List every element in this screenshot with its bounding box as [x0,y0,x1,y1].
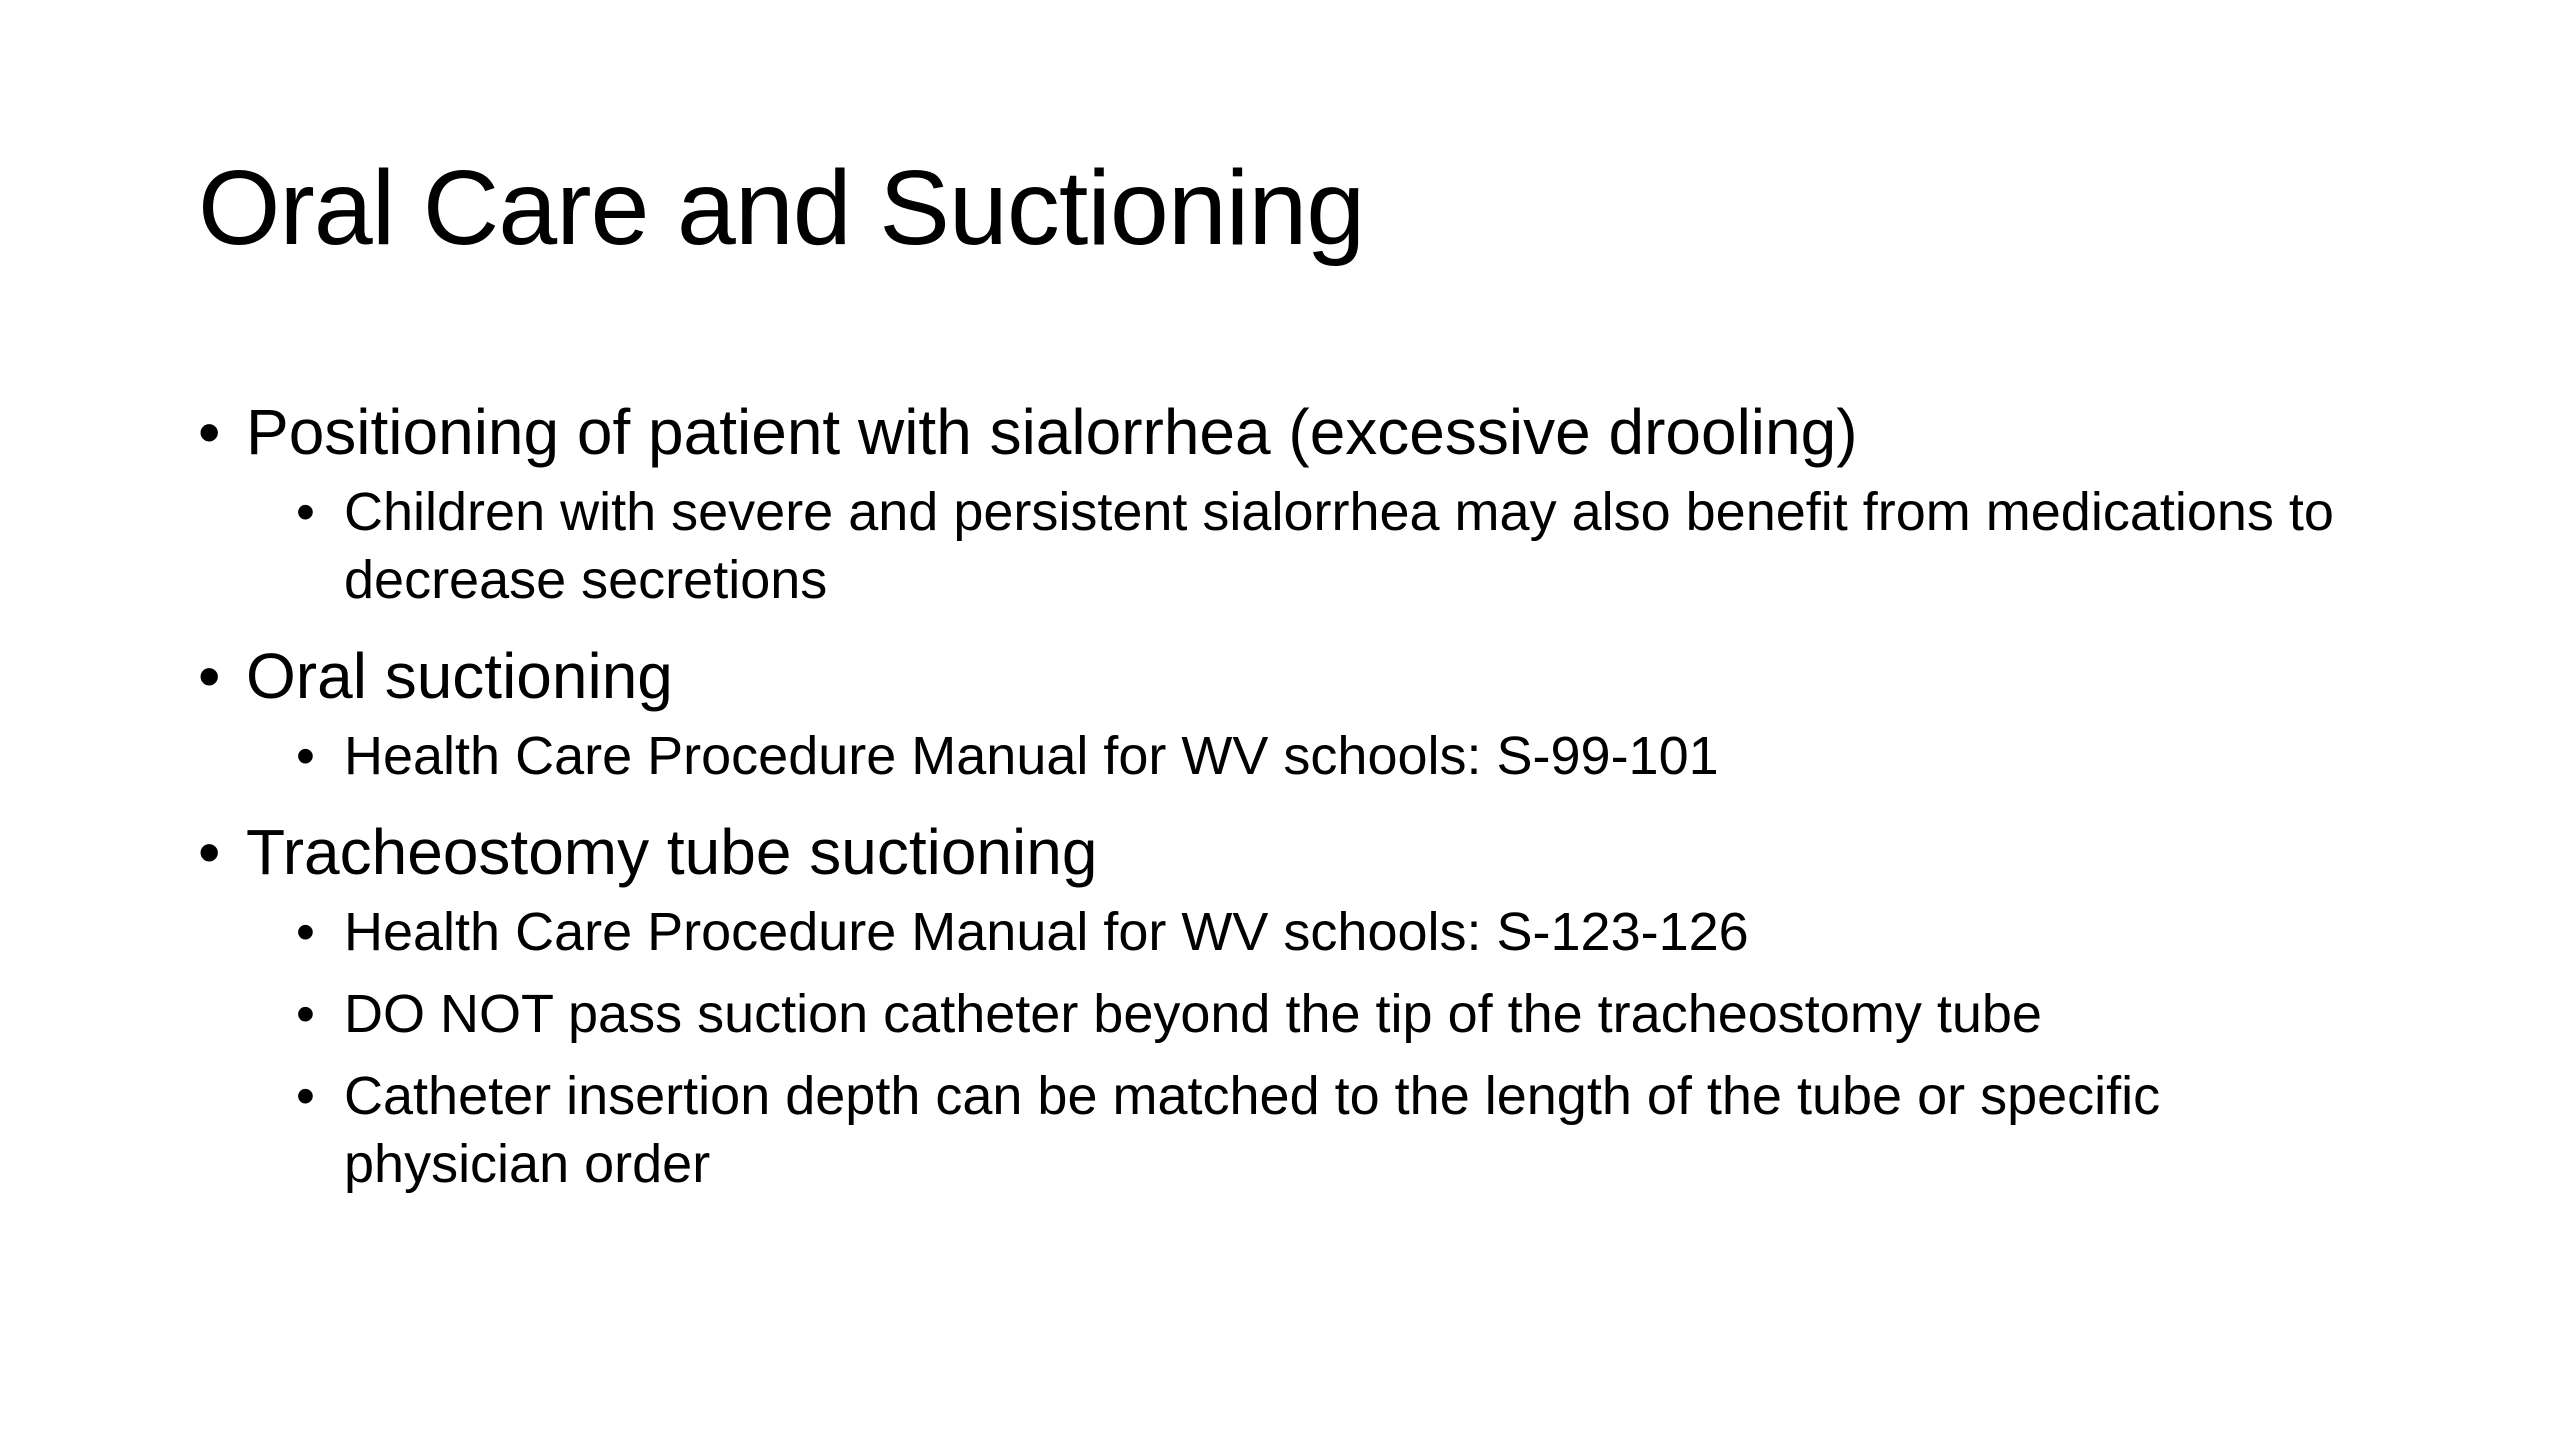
bullet-dot: • [296,1066,315,1126]
bullet-positioning [198,392,2398,614]
bullet-dot: • [296,902,315,962]
sub-bullet-text: Children with severe and persistent sialorrhea may also benefit from medications to decrease secretions [344,482,2334,610]
bullet-oral-suctioning [198,636,2398,790]
sub-bullet-item [246,898,2398,966]
bullet-dot: • [198,396,221,468]
bullet-dot: • [296,984,315,1044]
sub-bullet-item [246,722,2398,790]
bullet-heading: Positioning of patient with sialorrhea (excessive drooling) [246,396,1858,468]
sub-bullet-text: Catheter insertion depth can be matched to the length of the tube or specific physician order [344,1066,2161,1194]
sub-bullet-text: Health Care Procedure Manual for WV schools: S-99-101 [344,726,1719,786]
sub-bullet-item [246,478,2398,614]
sub-bullet-list [246,478,2398,614]
sub-bullet-text: Health Care Procedure Manual for WV schools: S-123-126 [344,902,1749,962]
bullet-dot: • [198,640,221,712]
bullet-list [198,392,2398,1198]
bullet-heading: Tracheostomy tube suctioning [246,816,1098,888]
sub-bullet-list [246,722,2398,790]
slide-title: Oral Care and Suctioning [198,149,1365,267]
bullet-heading: Oral suctioning [246,640,673,712]
sub-bullet-text: DO NOT pass suction catheter beyond the tip of the tracheostomy tube [344,984,2042,1044]
bullet-dot: • [296,482,315,542]
bullet-tracheostomy-suctioning [198,812,2398,1198]
sub-bullet-item [246,980,2398,1048]
bullet-dot: • [296,726,315,786]
sub-bullet-item [246,1062,2398,1198]
bullet-dot: • [198,816,221,888]
sub-bullet-list [246,898,2398,1198]
